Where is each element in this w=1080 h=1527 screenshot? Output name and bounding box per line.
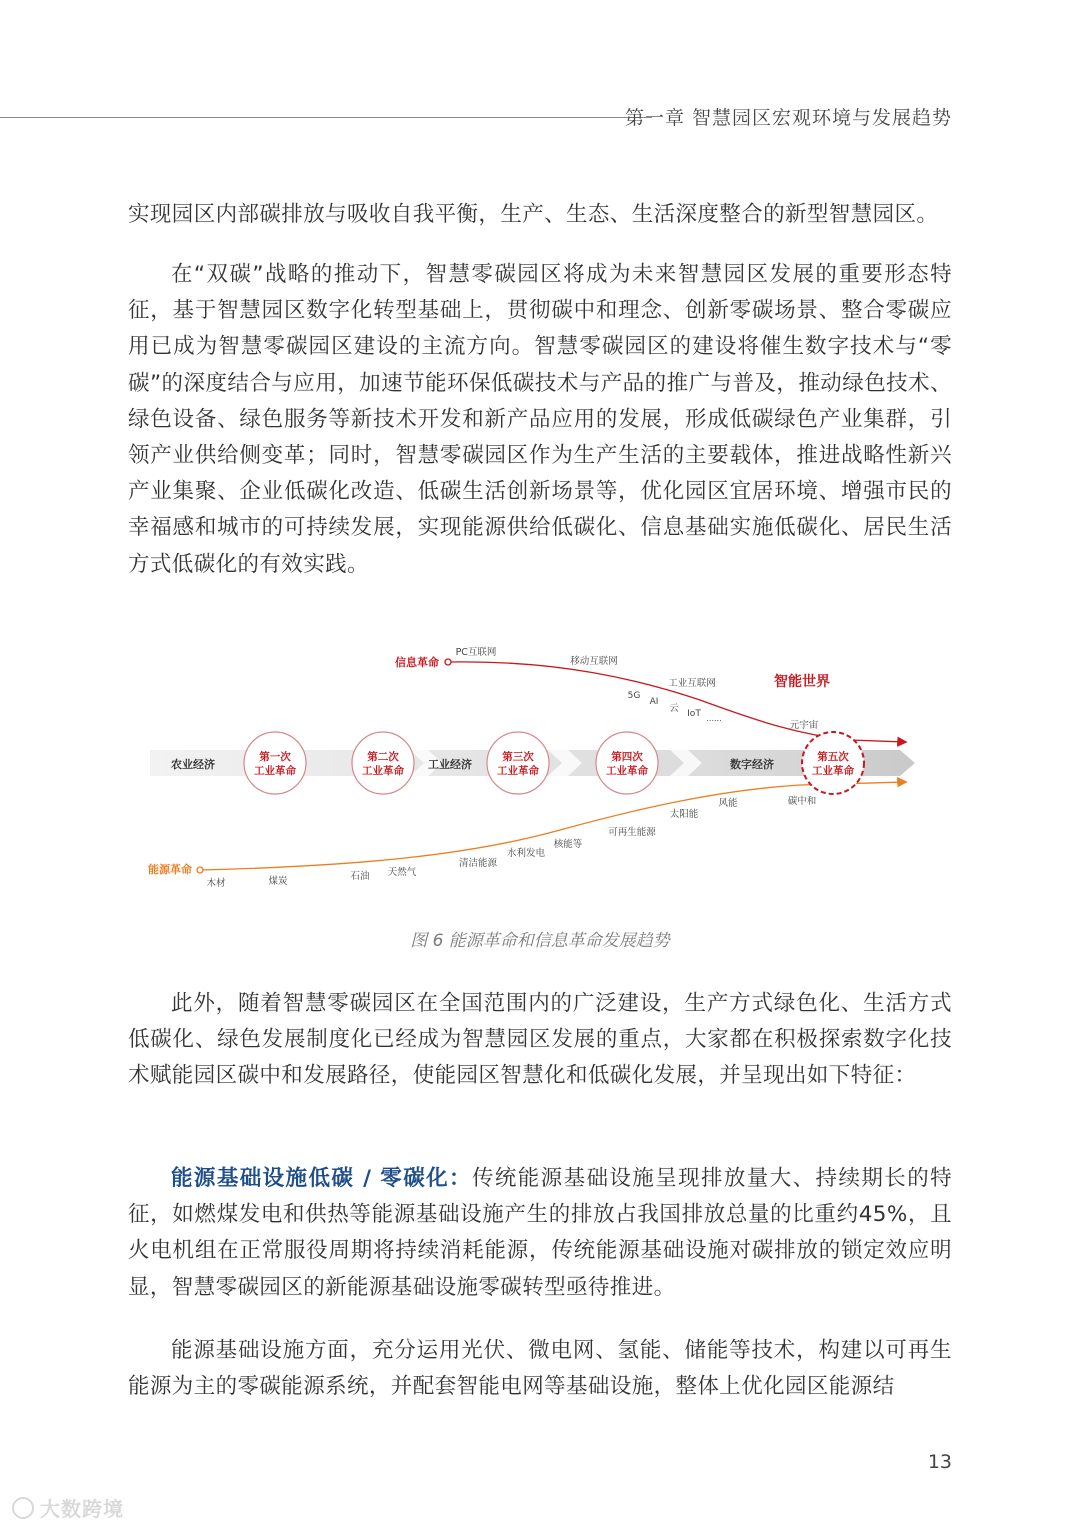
info-milestone-5g: 5G (627, 691, 641, 701)
revolution-circle-5 (802, 732, 864, 794)
svg-text:第三次: 第三次 (502, 751, 534, 763)
paragraph-4-heading: 能源基础设施低碳 / 零碳化： (171, 1166, 472, 1191)
svg-text:第四次: 第四次 (611, 751, 643, 763)
info-milestone-ellipsis: ...... (706, 714, 722, 723)
energy-milestone-hydro: 水利发电 (506, 848, 546, 859)
info-milestone-metaverse: 元宇宙 (789, 720, 819, 731)
stage-digital: 数字经济 (730, 758, 774, 771)
svg-text:工业革命: 工业革命 (606, 765, 648, 777)
revolution-circle-2 (352, 732, 414, 794)
energy-revolution-label: 能源革命 (148, 863, 192, 876)
energy-milestone-wind: 风能 (718, 798, 738, 809)
energy-milestone-oil: 石油 (350, 871, 370, 882)
info-revolution-label: 信息革命 (395, 656, 439, 669)
svg-text:工业革命: 工业革命 (812, 765, 854, 777)
paragraph-2: 在“双碳”战略的推动下，智慧零碳园区将成为未来智慧园区发展的重要形态特征，基于智慧园区数字化转型基础上，贯彻碳中和理念、创新零碳场景、整合零碳应用已成为智慧零碳园区建设的主流方向。智慧零碳园区的建设将催生数字技术与“零碳”的深度结合与应用，加速节能环保低碳技术与产品的推广与普及，推动绿色技术、绿色设备、绿色服务等新技术开发和新产品应用的发展，形成低碳绿色产业集群，引领产业供给侧变革；同时，智慧零碳园区作为生产生活的主要载体，推进战略性新兴产业集聚、企业低碳化改造、低碳生活创新场景等，优化园区宜居环境、增强市民的幸福感和城市的可持续发展，实现能源供给低碳化、信息基础实施低碳化、居民生活方式低碳化的有效实践。 (128, 262, 952, 577)
energy-milestone-renewable: 可再生能源 (608, 827, 656, 838)
info-milestone-ai: AI (649, 697, 659, 707)
svg-text:第五次: 第五次 (817, 751, 849, 763)
paragraph-1: 实现园区内部碳排放与吸收自我平衡，生产、生态、生活深度整合的新型智慧园区。 (128, 202, 939, 227)
energy-revolution-start-dot (197, 867, 203, 873)
svg-text:工业革命: 工业革命 (497, 765, 539, 777)
svg-text:工业革命: 工业革命 (362, 765, 404, 777)
info-revolution-start-dot (445, 659, 451, 665)
revolution-circle-1 (244, 732, 306, 794)
info-milestone-pc-internet: PC互联网 (455, 647, 497, 658)
svg-text:第二次: 第二次 (367, 751, 399, 763)
watermark-text: 大数跨境 (40, 1497, 124, 1521)
energy-milestone-nuclear: 核能等 (553, 839, 583, 850)
energy-milestone-carbon-neutral: 碳中和 (787, 796, 817, 807)
stage-industrial: 工业经济 (428, 758, 472, 771)
chapter-header: 第一章 智慧园区宏观环境与发展趋势 (624, 107, 952, 129)
smart-world-label: 智能世界 (774, 674, 830, 690)
info-milestone-mobile-internet: 移动互联网 (570, 656, 618, 667)
paragraph-3: 此外，随着智慧零碳园区在全国范围内的广泛建设，生产方式绿色化、生活方式低碳化、绿色发展制度化已经成为智慧园区发展的重点，大家都在积极探索数字化技术赋能园区碳中和发展路径，使能园区智慧化和低碳化发展，并呈现出如下特征： (128, 991, 952, 1089)
revolution-circle-4 (596, 732, 658, 794)
paragraph-4 (128, 1161, 952, 1306)
stage-agricultural: 农业经济 (171, 758, 215, 771)
page-number: 13 (927, 1451, 952, 1473)
energy-milestone-solar: 太阳能 (669, 809, 699, 820)
info-revolution-curve (448, 662, 905, 742)
info-milestone-cloud: 云 (669, 704, 679, 714)
figure-caption: 图 6 能源革命和信息革命发展趋势 (410, 931, 670, 951)
info-milestone-iot: IoT (687, 709, 701, 719)
energy-milestone-clean: 清洁能源 (458, 858, 498, 869)
energy-milestone-wood: 木材 (206, 878, 226, 889)
svg-text:工业革命: 工业革命 (254, 765, 296, 777)
info-milestone-industrial-internet: 工业互联网 (668, 678, 716, 689)
watermark (12, 1493, 124, 1522)
revolution-circle-3 (487, 732, 549, 794)
paragraph-4-body: 传统能源基础设施呈现排放量大、持续期长的特征，如燃煤发电和供热等能源基础设施产生的排放占我国排放总量的比重约45%，且火电机组在正常服役周期将持续消耗能源，传统能源基础设施对碳排放的锁定效应明显，智慧零碳园区的新能源基础设施零碳转型亟待推进。 (128, 1166, 952, 1300)
energy-milestone-coal: 煤炭 (268, 876, 288, 887)
paragraph-5: 能源基础设施方面，充分运用光伏、微电网、氢能、储能等技术，构建以可再生能源为主的零碳能源系统，并配套智能电网等基础设施，整体上优化园区能源结 (128, 1338, 952, 1400)
energy-milestone-gas: 天然气 (387, 867, 417, 878)
watermark-icon (12, 1497, 34, 1519)
svg-text:第一次: 第一次 (259, 751, 291, 763)
